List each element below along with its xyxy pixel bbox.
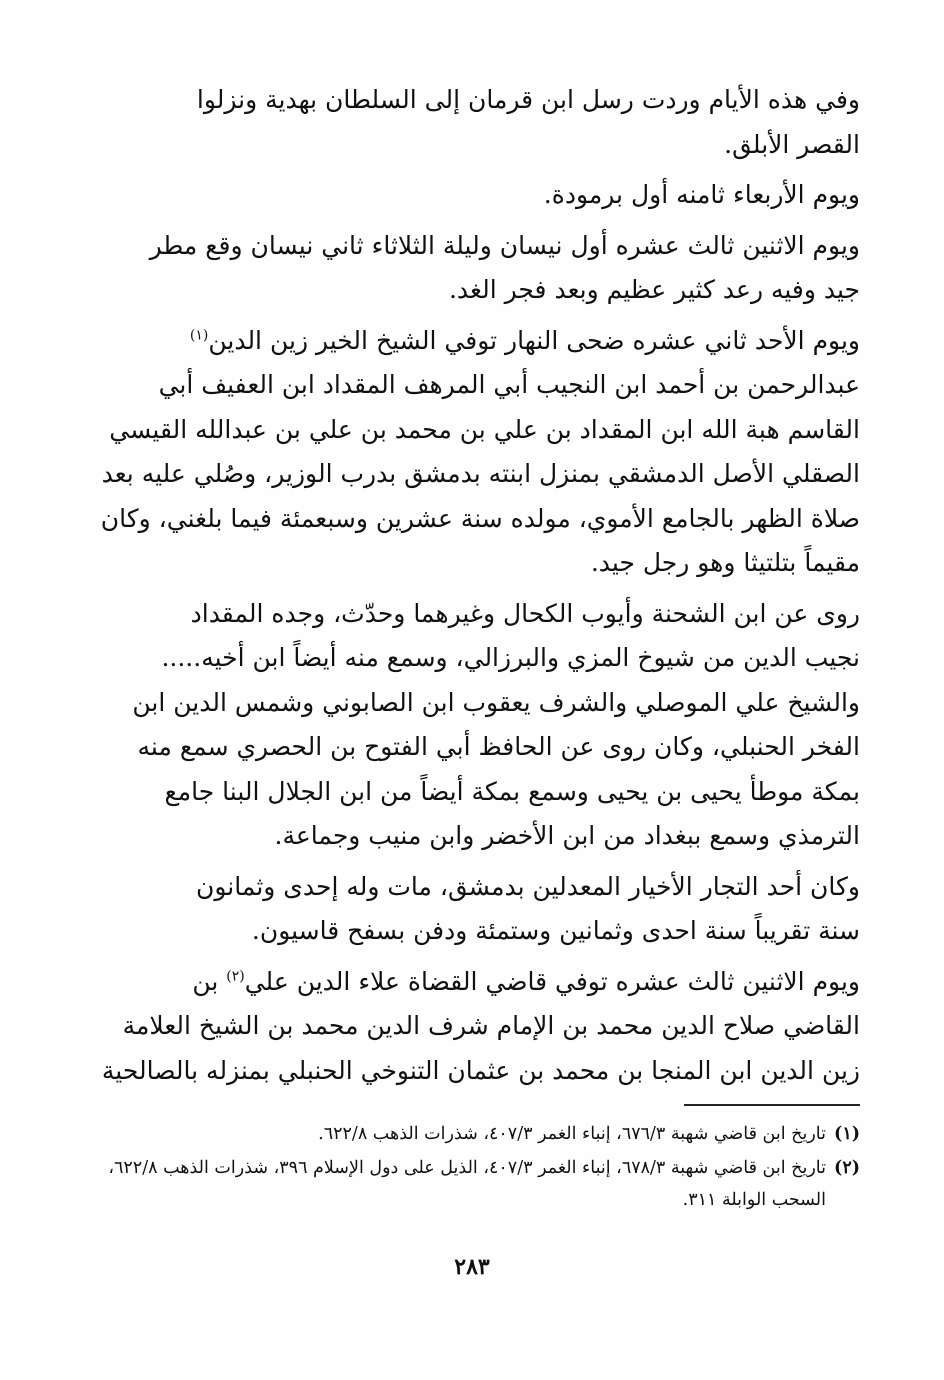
footnote-text: تاريخ ابن قاضي شهبة ٦٧٦/٣، إنباء الغمر ٤٠٧/٣، شذرات الذهب ٦٢٢/٨. (318, 1124, 826, 1144)
text-line-with-footnote (82, 960, 860, 1005)
text-line: وفي هذه الأيام وردت رسل ابن قرمان إلى السلطان بهدية ونزلوا (196, 85, 860, 114)
footnote-ref-1[interactable]: (١) (189, 327, 209, 344)
footnote-number: (١) (834, 1124, 860, 1144)
text-line: القاسم هبة الله ابن المقداد بن علي بن محمد بن علي بن عبدالله القيسي (109, 414, 860, 444)
text-line: الفخر الحنبلي، وكان روى عن الحافظ أبي الفتوح بن الحصري سمع منه (137, 732, 860, 761)
text-line: روى عن ابن الشحنة وأيوب الكحال وغيرهما وحدّث، وجده المقداد (190, 598, 860, 628)
text-line: والشيخ علي الموصلي والشرف يعقوب ابن الصابوني وشمس الدين ابن (132, 687, 860, 717)
paragraph-6 (82, 865, 860, 954)
text-line-with-footnote (82, 319, 860, 364)
paragraph-5 (82, 592, 860, 859)
paragraph-3 (82, 224, 860, 313)
text-line: صلاة الظهر بالجامع الأموي، مولده سنة عشرين وسبعمئة فيما بلغني، وكان (100, 503, 860, 533)
text-line: الصقلي الأصل الدمشقي بمنزل ابنته بدمشق بدرب الوزير، وصُلي عليه بعد (101, 459, 860, 488)
footnote-1 (84, 1118, 860, 1150)
text-line: مقيماً بتلتيثا وهو رجل جيد. (590, 548, 860, 577)
paragraph-2 (82, 173, 860, 218)
paragraph-4 (82, 319, 860, 586)
footnote-2 (84, 1152, 860, 1216)
footnotes (84, 1118, 860, 1218)
text-run: ويوم الاثنين ثالث عشره توفي قاضي القضاة علاء الدين علي (244, 966, 860, 996)
text-line: ويوم الأربعاء ثامنه أول برمودة. (543, 180, 860, 209)
text-line: جيد وفيه رعد كثير عظيم وبعد فجر الغد. (448, 275, 860, 304)
text-run: ويوم الأحد ثاني عشره ضحى النهار توفي الشيخ الخير زين الدين (208, 325, 860, 355)
paragraph-7 (82, 960, 860, 1094)
footnote-text: تاريخ ابن قاضي شهبة ٦٧٨/٣، إنباء الغمر ٤٠٧/٣، الذيل على دول الإسلام ٣٩٦، شذرات الذهب ٦٢٢/٨، السحب الوابلة ٣١١. (108, 1158, 826, 1210)
text-line: الترمذي وسمع ببغداد من ابن الأخضر وابن منيب وجماعة. (274, 821, 860, 850)
text-line: بمكة موطأ يحيى بن يحيى وسمع بمكة أيضاً من ابن الجلال البنا جامع (164, 776, 860, 806)
text-line: نجيب الدين من شيوخ المزي والبرزالي، وسمع منه أيضاً ابن أخيه..... (161, 643, 860, 672)
text-line: سنة تقريباً سنة احدى وثمانين وستمئة ودفن بسفح قاسيون. (251, 916, 860, 945)
text-line: ويوم الاثنين ثالث عشره أول نيسان وليلة الثلاثاء ثاني نيسان وقع مطر (149, 230, 860, 260)
page-number: ٢٨٣ (454, 1254, 490, 1280)
text-line: وكان أحد التجار الأخيار المعدلين بدمشق، مات وله إحدى وثمانون (196, 871, 860, 901)
text-line: القصر الأبلق. (724, 129, 860, 159)
text-run: بن (192, 966, 227, 996)
text-line: عبدالرحمن بن أحمد ابن النجيب أبي المرهف المقداد ابن العفيف أبي (158, 370, 860, 399)
footnote-ref-2[interactable]: (٢) (226, 968, 245, 985)
footnote-number: (٢) (834, 1158, 860, 1178)
text-line: زين الدين ابن المنجا بن محمد بن عثمان التنوخي الحنبلي بمنزله بالصالحية (101, 1055, 860, 1085)
paragraph-1 (82, 78, 860, 167)
text-line: القاضي صلاح الدين محمد بن الإمام شرف الدين محمد بن الشيخ العلامة (122, 1011, 860, 1040)
footnote-separator (684, 1104, 860, 1106)
main-text (82, 78, 860, 1093)
